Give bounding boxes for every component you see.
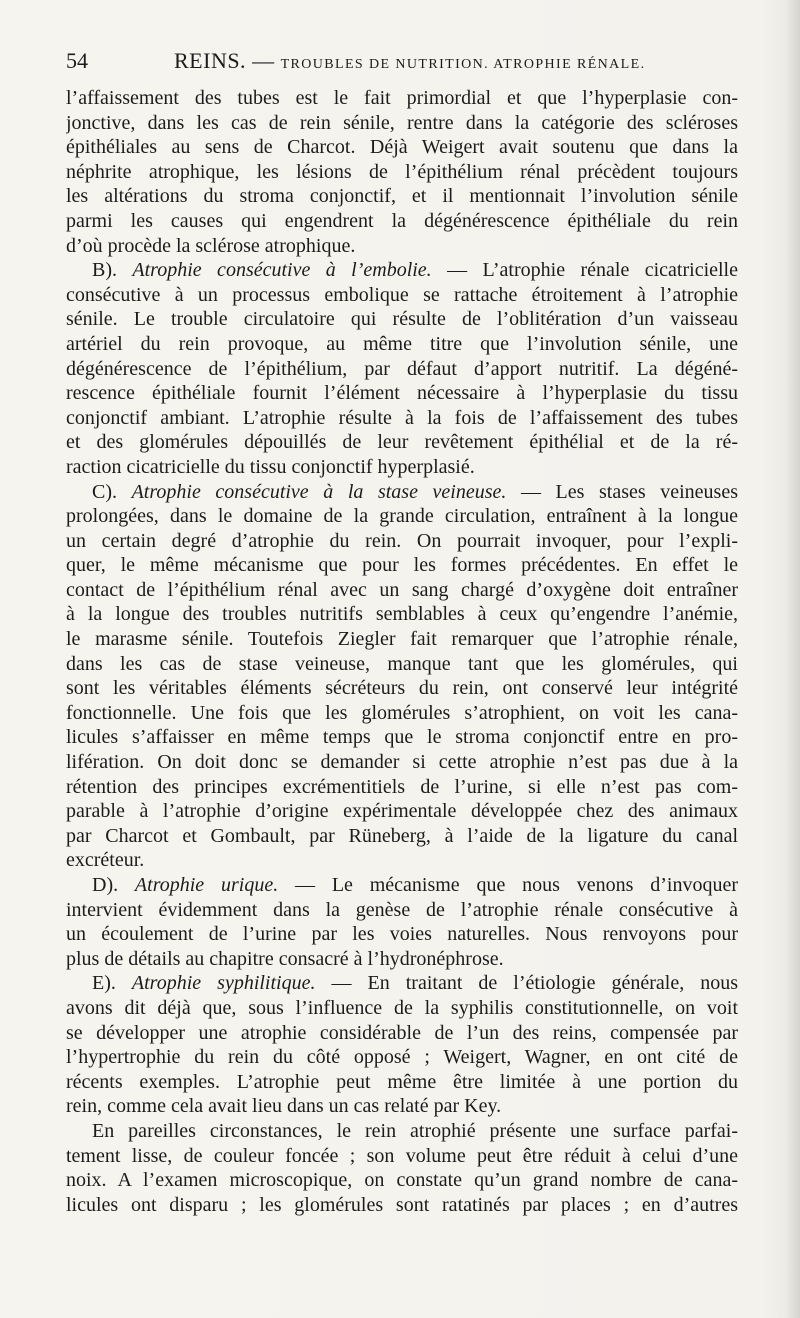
- line-text: fonctionnelle. Une fois que les glomérules s’atrophient, on voit les cana-: [66, 701, 738, 724]
- text-line: [66, 652, 738, 677]
- text-line: [66, 86, 738, 111]
- header-dash: —: [252, 48, 275, 73]
- text-line: [66, 775, 738, 800]
- line-text: — En traitant de l’étiologie générale, nous: [331, 972, 738, 995]
- line-text: — L’atrophie rénale cicatricielle: [447, 259, 738, 282]
- line-text: les altérations du stroma conjonctif, et il mentionnait l’involution sénile: [66, 185, 738, 208]
- text-line: [66, 1021, 738, 1046]
- line-text: rein, comme cela avait lieu dans un cas relaté par Key.: [66, 1095, 502, 1118]
- line-text: consécutive à un processus embolique se rattache étroitement à l’atrophie: [66, 283, 738, 306]
- line-text: licules s’affaisser en même temps que le stroma conjonctif entre en pro-: [66, 726, 738, 749]
- line-text: parable à l’atrophie d’origine expérimentale développée chez des animaux: [66, 800, 738, 823]
- text-line: [66, 627, 738, 652]
- text-line: [66, 676, 738, 701]
- section-heading: Atrophie consécutive à la stase veineuse.: [131, 480, 507, 503]
- line-text: d’où procède la sclérose atrophique.: [66, 234, 356, 257]
- text-line: [66, 848, 738, 873]
- page-number: 54: [66, 48, 88, 73]
- text-line: [66, 1168, 738, 1193]
- text-line: [66, 1193, 738, 1218]
- line-text: excréteur.: [66, 849, 145, 872]
- header-subtitle: TROUBLES DE NUTRITION. ATROPHIE RÉNALE.: [280, 57, 646, 72]
- text-line: [66, 406, 738, 431]
- text-line: [66, 504, 738, 529]
- text-line: [66, 381, 738, 406]
- text-line: [66, 234, 738, 259]
- line-text: un écoulement de l’urine par les voies naturelles. Nous renvoyons pour: [66, 923, 738, 946]
- line-text: par Charcot et Gombault, par Rüneberg, à l’aide de la ligature du canal: [66, 824, 738, 847]
- text-line: [66, 283, 738, 308]
- text-line: [66, 111, 738, 136]
- body-text: [66, 86, 738, 1217]
- text-line: [66, 701, 738, 726]
- running-title: [174, 48, 645, 74]
- text-line: [66, 357, 738, 382]
- line-text: En pareilles circonstances, le rein atrophié présente une surface parfai-: [92, 1119, 738, 1142]
- text-line: [66, 258, 738, 283]
- text-line: [66, 1119, 738, 1144]
- text-line: [66, 160, 738, 185]
- text-line: [66, 553, 738, 578]
- text-line: [66, 971, 738, 996]
- line-text: contact de l’épithélium rénal avec un sang chargé d’oxygène doit entraîner: [66, 578, 738, 601]
- line-text: intervient évidemment dans la genèse de l’atrophie rénale consécutive à: [66, 898, 738, 921]
- text-line: [66, 996, 738, 1021]
- line-text: plus de détails au chapitre consacré à l’hydronéphrose.: [66, 947, 504, 970]
- text-line: [66, 1070, 738, 1095]
- line-text: dans les cas de stase veineuse, manque tant que les glomérules, qui: [66, 652, 738, 675]
- line-text: néphrite atrophique, les lésions de l’épithélium rénal précèdent toujours: [66, 160, 738, 183]
- section-heading: Atrophie consécutive à l’embolie.: [132, 259, 432, 282]
- text-line: [66, 602, 738, 627]
- text-line: [66, 209, 738, 234]
- section-marker: B).: [92, 259, 117, 282]
- line-text: rescence épithéliale fournit l’élément nécessaire à l’hyperplasie du tissu: [66, 382, 738, 405]
- line-text: à la longue des troubles nutritifs semblables à ceux qu’engendre l’anémie,: [66, 603, 738, 626]
- section-marker: D).: [92, 874, 119, 896]
- line-text: licules ont disparu ; les glomérules sont ratatinés par places ; en d’autres: [66, 1193, 738, 1216]
- page-edge-shadow: [786, 0, 800, 1318]
- text-line: [66, 480, 738, 505]
- text-line: [66, 455, 738, 480]
- line-text: dégénérescence de l’épithélium, par défaut d’apport nutritif. La dégéné-: [66, 357, 738, 380]
- section-marker: C).: [92, 480, 117, 503]
- line-text: noix. A l’examen microscopique, on constate qu’un grand nombre de cana-: [66, 1169, 738, 1192]
- header-title: REINS.: [174, 48, 247, 73]
- line-text: artériel du rein provoque, au même titre que l’involution sénile, une: [66, 332, 738, 355]
- line-text: le marasme sénile. Toutefois Ziegler fait remarquer que l’atrophie rénale,: [66, 628, 738, 651]
- line-text: prolongées, dans le domaine de la grande circulation, entraînent à la longue: [66, 505, 738, 528]
- running-header: [66, 48, 746, 76]
- line-text: l’hypertrophie du rein du côté opposé ; Weigert, Wagner, en ont cité de: [66, 1046, 738, 1069]
- line-text: avons dit déjà que, sous l’influence de la syphilis constitutionnelle, on voit: [66, 996, 738, 1019]
- text-line: [66, 332, 738, 357]
- line-text: jonctive, dans les cas de rein sénile, rentre dans la catégorie des scléroses: [66, 111, 738, 134]
- text-line: [66, 1045, 738, 1070]
- text-line: [66, 898, 738, 923]
- text-line: [66, 430, 738, 455]
- text-line: [66, 529, 738, 554]
- line-text: quer, le même mécanisme que pour les formes précédentes. En effet le: [66, 554, 738, 577]
- line-text: sénile. Le trouble circulatoire qui résulte de l’oblitération d’un vaisseau: [66, 308, 738, 331]
- text-line: [66, 725, 738, 750]
- line-text: se développer une atrophie considérable de l’un des reins, compensée par: [66, 1021, 738, 1044]
- line-text: récents exemples. L’atrophie peut même être limitée à une portion du: [66, 1070, 738, 1093]
- line-text: lifération. On doit donc se demander si cette atrophie n’est pas due à la: [66, 751, 738, 774]
- line-text: conjonctif ambiant. L’atrophie résulte à la fois de l’affaissement des tubes: [66, 406, 738, 429]
- text-line: [66, 873, 738, 898]
- line-text: l’affaissement des tubes est le fait primordial et que l’hyperplasie con-: [66, 87, 738, 109]
- text-line: [66, 947, 738, 972]
- line-text: sont les véritables éléments sécréteurs du rein, ont conservé leur intégrité: [66, 677, 738, 700]
- line-text: raction cicatricielle du tissu conjonctif hyperplasié.: [66, 455, 475, 478]
- text-line: [66, 1144, 738, 1169]
- text-line: [66, 799, 738, 824]
- section-heading: Atrophie urique.: [134, 874, 279, 896]
- section-marker: E).: [92, 972, 116, 995]
- text-line: [66, 1094, 738, 1119]
- line-text: — Les stases veineuses: [520, 480, 738, 503]
- text-line: [66, 135, 738, 160]
- line-text: — Le mécanisme que nous venons d’invoquer: [295, 874, 738, 896]
- text-line: [66, 307, 738, 332]
- text-line: [66, 750, 738, 775]
- text-line: [66, 824, 738, 849]
- line-text: et des glomérules dépouillés de leur revêtement épithélial et de la ré-: [66, 431, 738, 454]
- line-text: rétention des principes excrémentitiels de l’urine, si elle n’est pas com-: [66, 775, 738, 798]
- line-text: parmi les causes qui engendrent la dégénérescence épithéliale du rein: [66, 209, 738, 232]
- line-text: un certain degré d’atrophie du rein. On pourrait invoquer, pour l’expli-: [66, 529, 738, 552]
- line-text: épithéliales au sens de Charcot. Déjà Weigert avait soutenu que dans la: [66, 136, 738, 159]
- section-heading: Atrophie syphilitique.: [131, 972, 316, 995]
- text-line: [66, 578, 738, 603]
- text-line: [66, 922, 738, 947]
- text-line: [66, 184, 738, 209]
- line-text: tement lisse, de couleur foncée ; son volume peut être réduit à celui d’une: [66, 1144, 738, 1167]
